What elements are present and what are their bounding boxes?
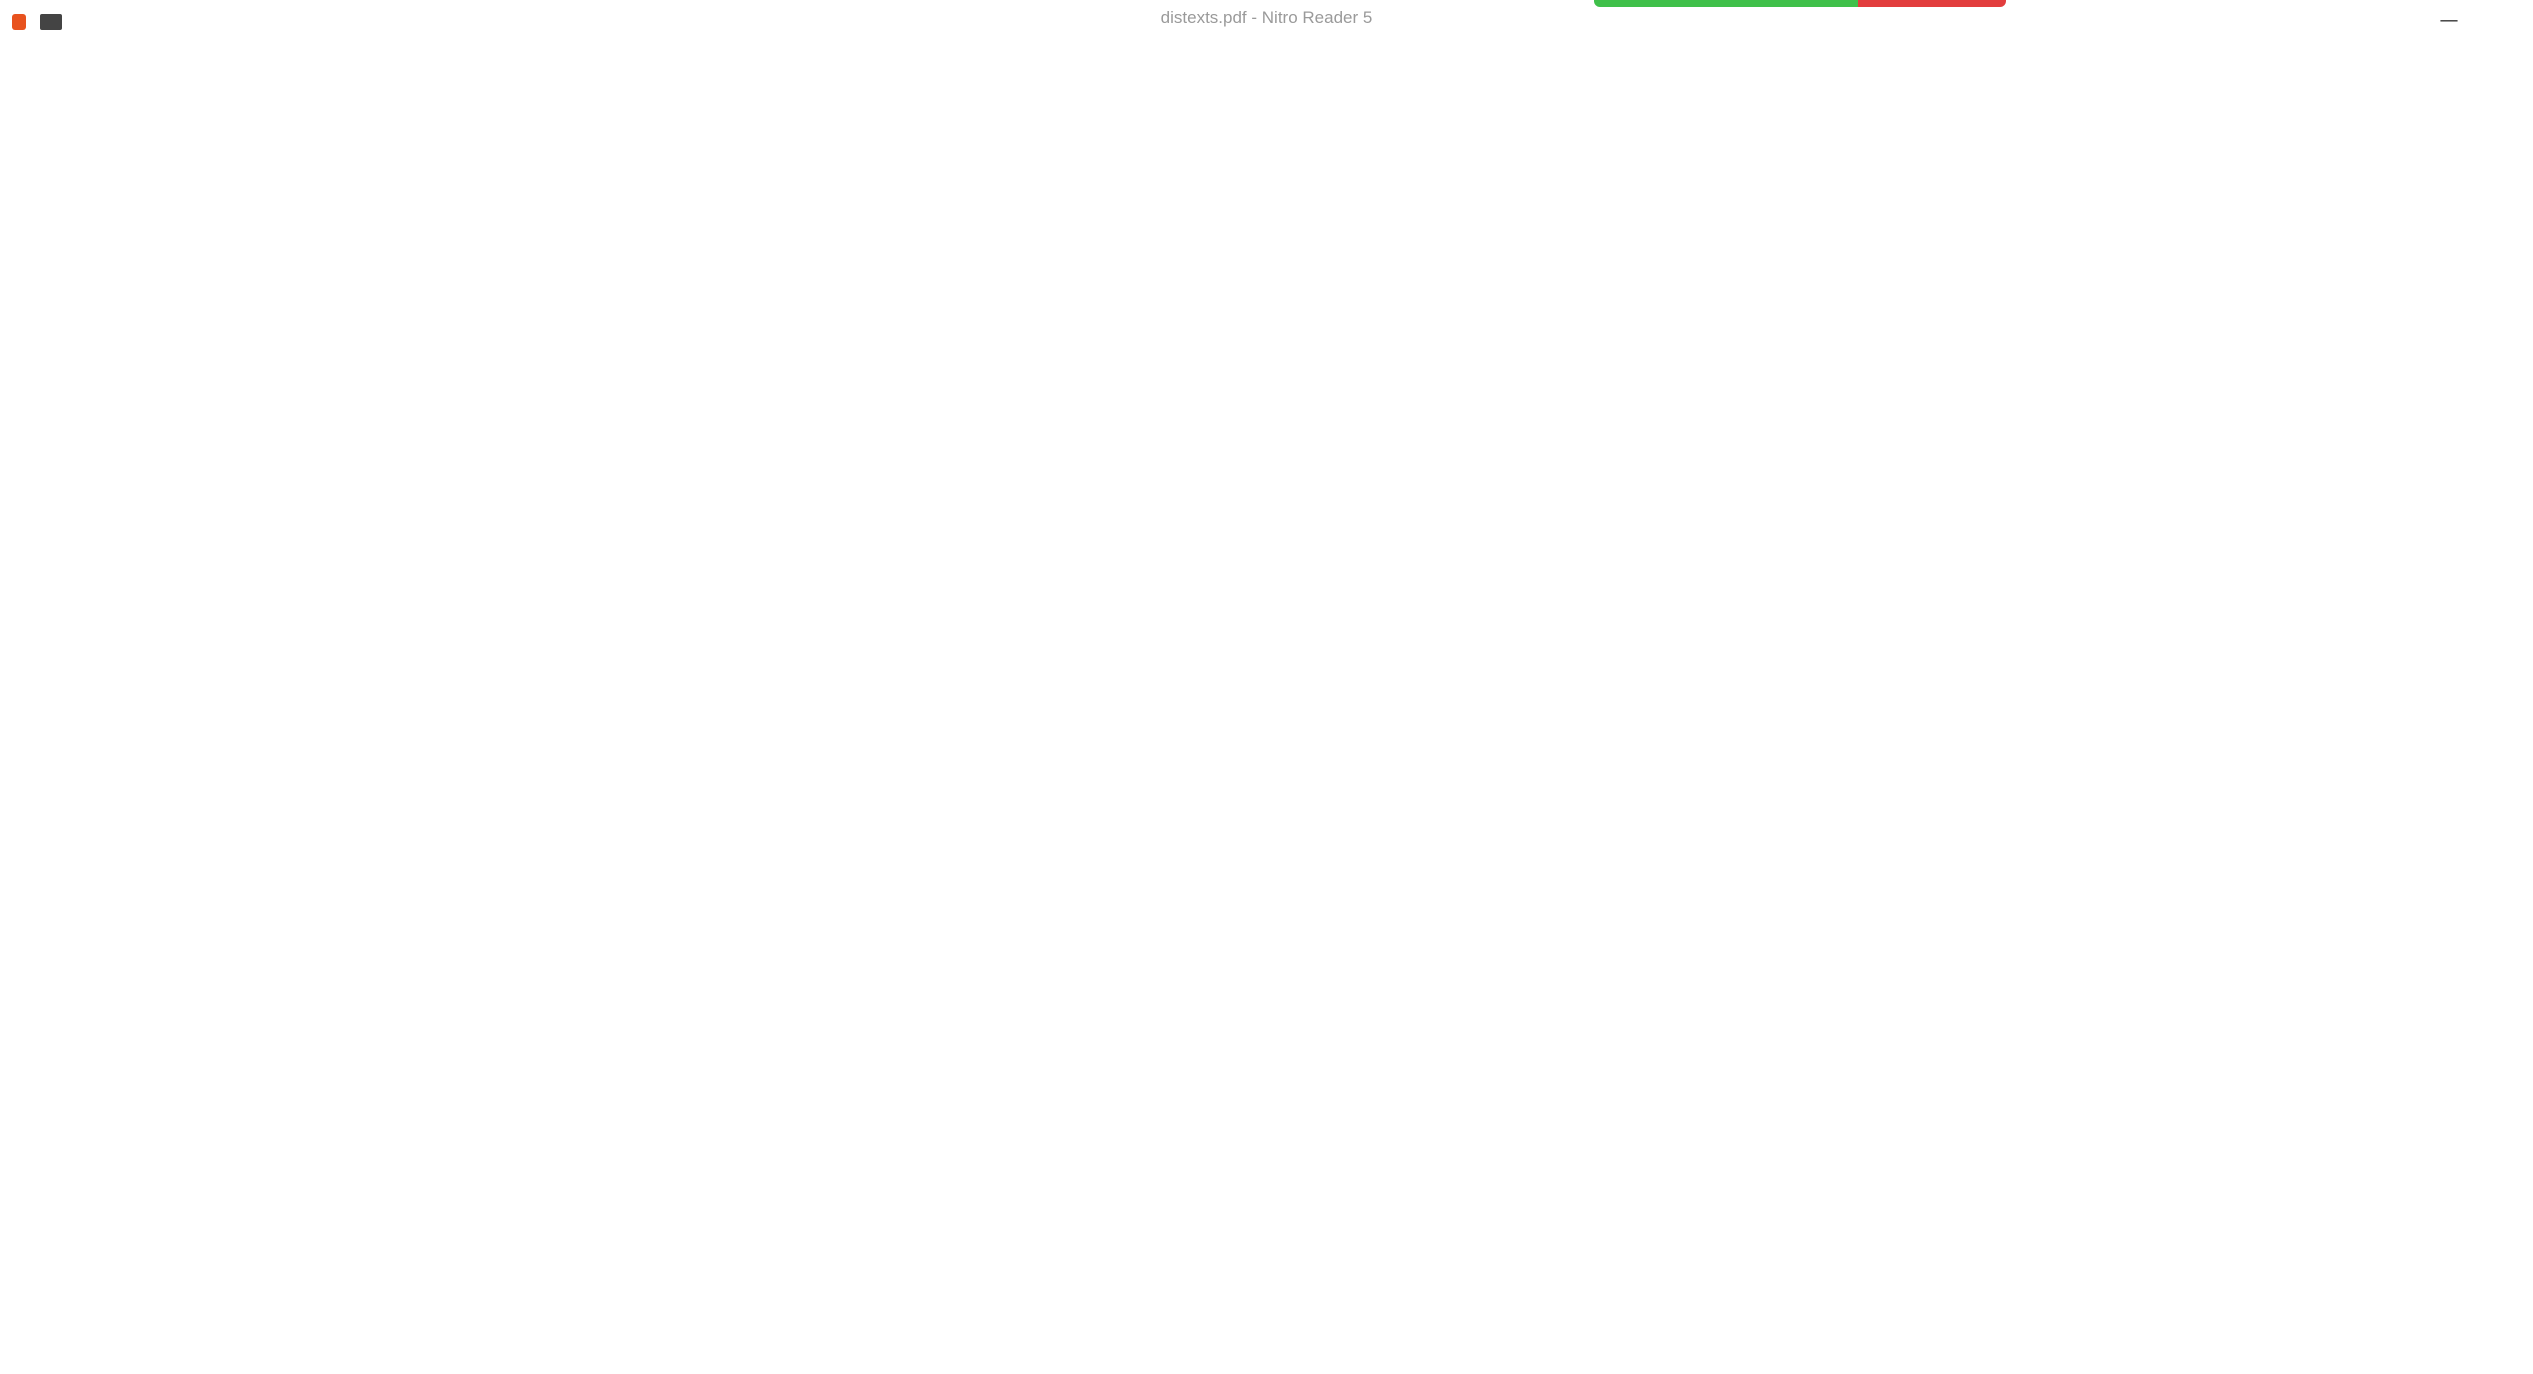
window-title: distexts.pdf - Nitro Reader 5 [1160,8,1373,27]
minimize-button[interactable]: — [2439,9,2459,31]
title-bar [0,0,2533,42]
recording-progress-green [1594,0,1858,7]
minimize-spacer [2422,0,2480,40]
recording-progress-red [1858,0,2006,7]
